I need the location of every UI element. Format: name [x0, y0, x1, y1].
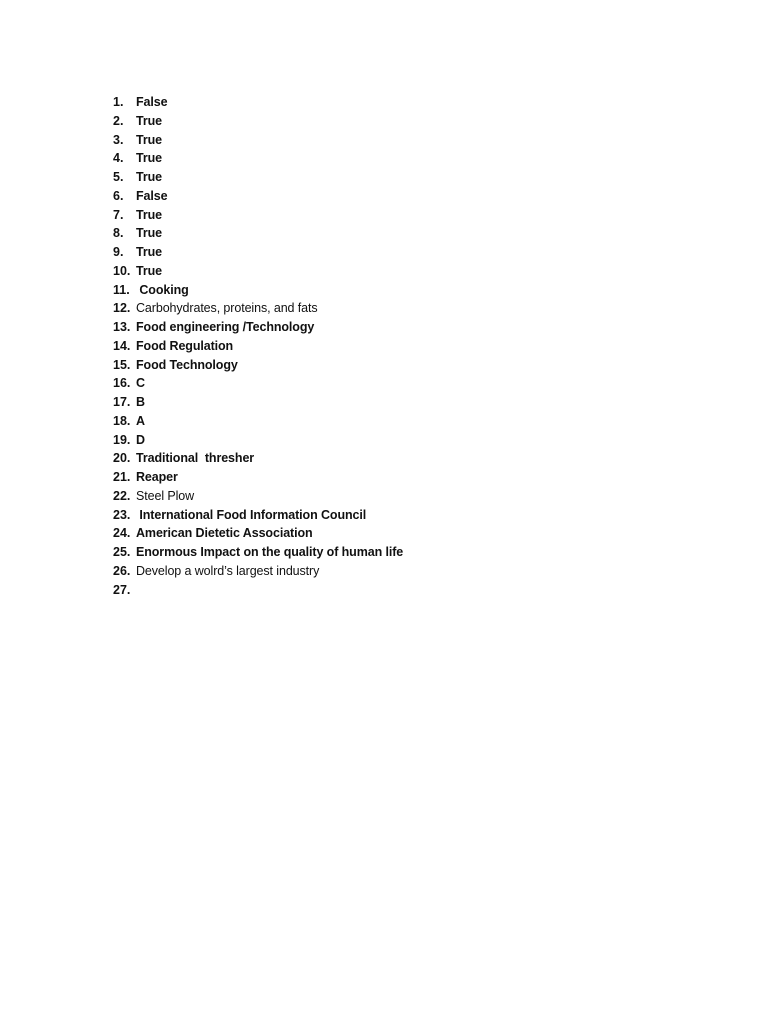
answer-text: C — [136, 376, 145, 391]
answer-text: Enormous Impact on the quality of human life — [136, 545, 404, 559]
item-number: 22. — [113, 488, 131, 503]
answer-item-8 — [113, 224, 403, 243]
answer-item-12 — [113, 299, 403, 318]
answer-item-19 — [113, 431, 403, 450]
answer-text: True — [136, 113, 162, 128]
item-number: 1. — [113, 95, 124, 109]
answer-item-20 — [113, 449, 403, 468]
answer-text: Carbohydrates, proteins, and fats — [136, 301, 318, 316]
item-number: 21. — [113, 470, 131, 484]
answer-item-1 — [113, 93, 403, 112]
answer-text: D — [136, 432, 145, 447]
item-number: 16. — [113, 376, 131, 391]
answer-item-18 — [113, 412, 403, 431]
item-number: 17. — [113, 395, 131, 409]
item-number: 7. — [113, 207, 124, 222]
answer-item-21 — [113, 468, 403, 487]
item-number: 26. — [113, 563, 131, 578]
item-number: 24. — [113, 526, 131, 541]
answer-list — [113, 93, 403, 599]
answer-text: True — [136, 263, 162, 278]
answer-item-16 — [113, 374, 403, 393]
answer-text: True — [136, 132, 162, 147]
answer-item-4 — [113, 149, 403, 168]
answer-text: True — [136, 207, 162, 222]
answer-item-11 — [113, 281, 403, 300]
item-number: 2. — [113, 113, 124, 128]
item-number: 13. — [113, 320, 131, 334]
answer-text: Develop a wolrd’s largest industry — [136, 563, 320, 578]
answer-text: True — [136, 226, 162, 241]
item-number: 9. — [113, 245, 124, 259]
answer-text: False — [136, 188, 168, 203]
answer-text: B — [136, 395, 145, 409]
answer-text: True — [136, 245, 162, 259]
answer-text: Steel Plow — [136, 488, 195, 503]
item-number: 14. — [113, 338, 131, 353]
item-number: 11. — [113, 282, 130, 297]
answer-text: Food Technology — [136, 357, 238, 372]
answer-text: Food engineering /Technology — [136, 320, 315, 334]
item-number: 8. — [113, 226, 124, 241]
answer-item-3 — [113, 131, 403, 150]
answer-item-7 — [113, 206, 403, 225]
answer-item-14 — [113, 337, 403, 356]
item-number: 4. — [113, 151, 124, 166]
answer-item-17 — [113, 393, 403, 412]
answer-item-15 — [113, 356, 403, 375]
answer-item-23 — [113, 506, 403, 525]
answer-item-27 — [113, 581, 403, 600]
answer-text: Food Regulation — [136, 338, 234, 353]
answer-item-24 — [113, 524, 403, 543]
item-number: 5. — [113, 170, 124, 184]
answer-item-6 — [113, 187, 403, 206]
answer-item-2 — [113, 112, 403, 131]
item-number: 6. — [113, 188, 124, 203]
item-number: 12. — [113, 301, 131, 316]
answer-text: American Dietetic Association — [136, 526, 313, 541]
answer-text: International Food Information Council — [136, 507, 367, 522]
item-number: 25. — [113, 545, 131, 559]
item-number: 23. — [113, 507, 131, 522]
answer-item-9 — [113, 243, 403, 262]
item-number: 19. — [113, 432, 131, 447]
answer-text: False — [136, 95, 168, 109]
item-number: 27. — [113, 582, 131, 597]
answer-text: Cooking — [136, 282, 189, 297]
answer-item-25 — [113, 543, 403, 562]
answer-text: Traditional thresher — [136, 451, 255, 466]
answer-item-5 — [113, 168, 403, 187]
answer-text: A — [136, 413, 145, 428]
answer-text: True — [136, 151, 162, 166]
answer-item-26 — [113, 562, 403, 581]
item-number: 10. — [113, 263, 131, 278]
answer-item-22 — [113, 487, 403, 506]
item-number: 18. — [113, 413, 131, 428]
item-number: 15. — [113, 357, 131, 372]
answer-text: Reaper — [136, 470, 178, 484]
answer-item-13 — [113, 318, 403, 337]
answer-item-10 — [113, 262, 403, 281]
answer-text: True — [136, 170, 162, 184]
item-number: 20. — [113, 451, 131, 466]
item-number: 3. — [113, 132, 124, 147]
